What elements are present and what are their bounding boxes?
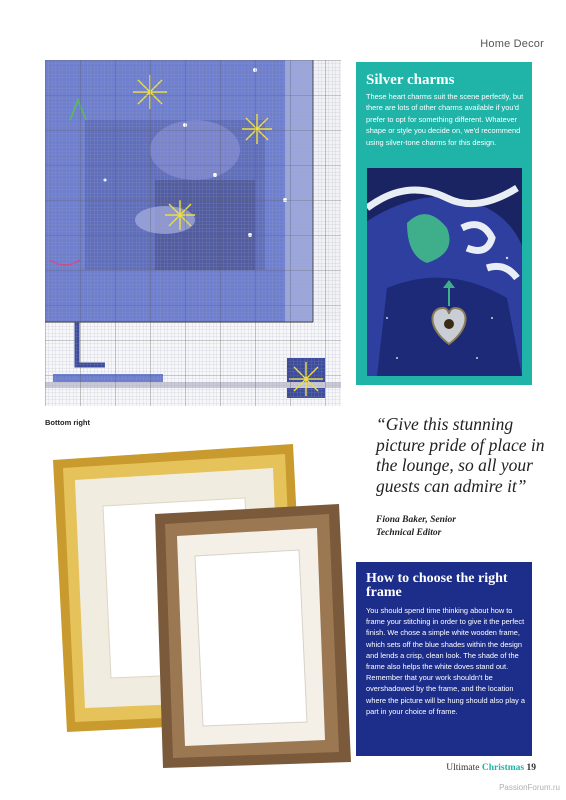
chart-caption: Bottom right bbox=[45, 418, 90, 427]
magazine-name-accent: Christmas bbox=[481, 763, 525, 773]
page-footer bbox=[446, 763, 536, 773]
silver-charms-title: Silver charms bbox=[366, 72, 455, 88]
pull-quote: “Give this stunning picture pride of place in the lounge, so all your guests can admire it” bbox=[376, 414, 545, 496]
silver-charms-body: These heart charms suit the scene perfectly, but there are lots of other charms available if you'd prefer to opt for something different. Whatever shape or style you decide on, we'd recommend using silver-tone charms for this design. bbox=[366, 92, 524, 147]
frame-advice-body: You should spend time thinking about how to frame your stitching in order to give it the perfect finish. We chose a simple white wooden frame, which sets off the blue shades within the design and lends a crisp, clean look. The shade of the frame also helps the white doves stand out. Remember that your work shouldn't be overshadowed by the frame, and the location where the picture will be hung should also play a part in your choice of frame. bbox=[366, 606, 525, 716]
cross-stitch-chart bbox=[45, 60, 341, 406]
attribution-name: Fiona Baker, Senior bbox=[376, 515, 456, 525]
section-label: Home Decor bbox=[480, 38, 544, 50]
attribution-role: Technical Editor bbox=[376, 528, 442, 538]
magazine-name: Ultimate bbox=[446, 763, 480, 773]
page-number: 19 bbox=[526, 763, 536, 773]
heart-charm-photo bbox=[367, 168, 522, 376]
picture-frames-photo bbox=[45, 432, 370, 772]
frame-advice-title: How to choose the right frame bbox=[366, 571, 508, 600]
quote-attribution bbox=[376, 514, 546, 540]
watermark: PassionForum.ru bbox=[499, 783, 560, 792]
